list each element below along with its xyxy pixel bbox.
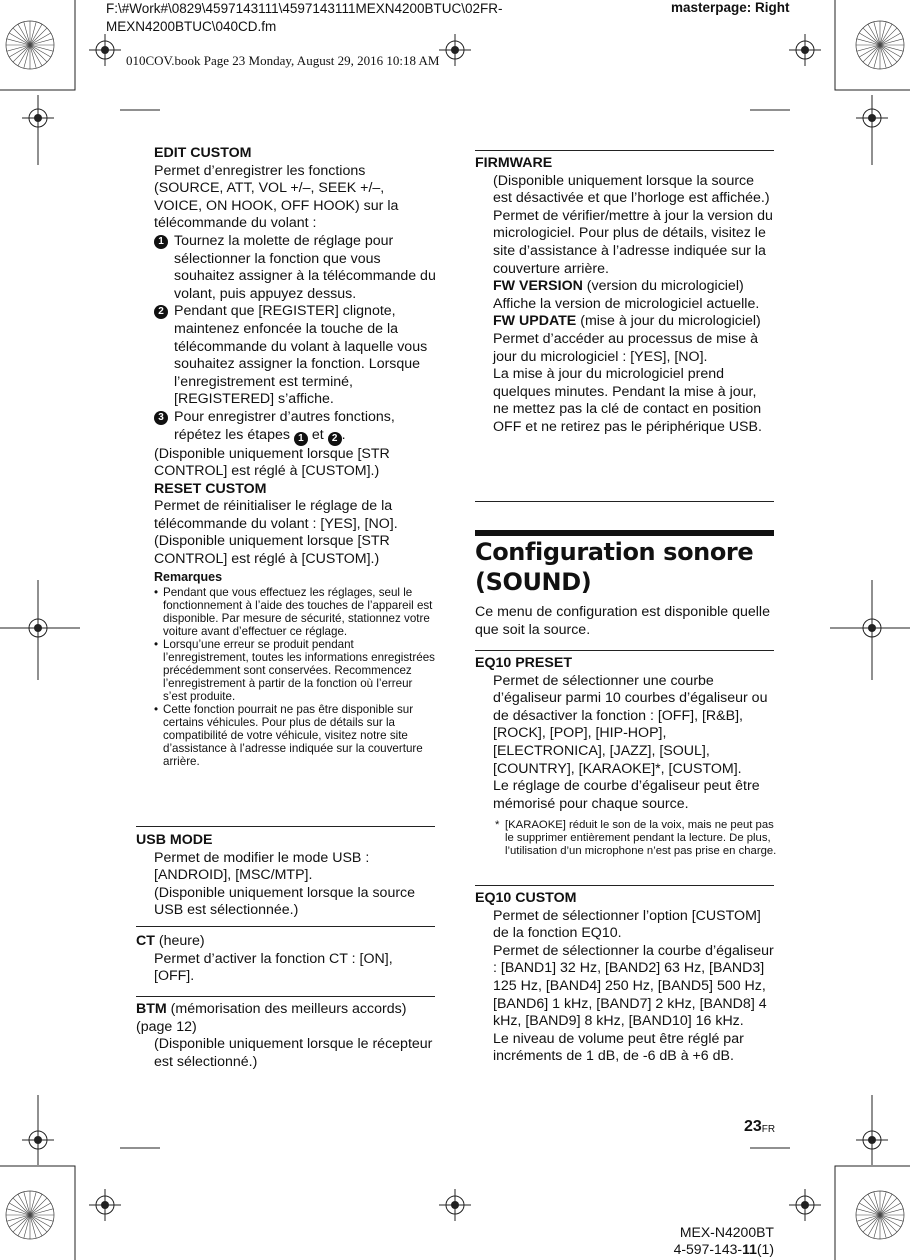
step-3-ref-1: 1 <box>294 432 308 446</box>
fw-update-note: La mise à jour du micrologiciel prend quelques minutes. Pendant la mise à jour, ne mettez pas la clé de contact en position OFF et ne retirez pas le périphérique USB. <box>493 366 762 435</box>
ct-section <box>136 933 436 986</box>
divider <box>136 996 435 997</box>
note-item: • Cette fonction pourrait ne pas être disponible sur certains véhicules. Pour plus de détails sur la compatibilité de votre véhicule, visitez notre site d’assistance à l’adresse indiquée sur la couverture arrière. <box>154 703 423 769</box>
usb-mode-title: USB MODE <box>136 832 213 848</box>
fw-update-title: FW UPDATE <box>493 313 577 330</box>
usb-mode-desc: Permet de modifier le mode USB : [ANDROID], [MSC/MTP]. <box>154 849 370 884</box>
heading-bar <box>475 530 774 536</box>
edit-custom-availability: (Disponible uniquement lorsque [STR CONTROL] est réglé à [CUSTOM].) <box>154 445 390 480</box>
page-lang: FR <box>761 1124 776 1135</box>
eq10-custom-desc2: Permet de sélectionner la courbe d’égaliseur : [BAND1] 32 Hz, [BAND2] 63 Hz, [BAND3] 125 Hz, [BAND4] 250 Hz, [BAND5] 500 Hz, [BAND6] 1 kHz, [BAND7] 2 kHz, [BAND8] 4 kHz, [BAND9] 8 kHz, [BAND10] 16 kHz. <box>493 942 774 1030</box>
step-2 <box>154 303 436 409</box>
firmware-availability: (Disponible uniquement lorsque la source est désactivée et que l’horloge est affichée.) <box>493 172 770 207</box>
masterpage-label: masterpage: Right <box>671 0 790 15</box>
reset-custom-desc: Permet de réinitialiser le réglage de la télécommande du volant : [YES], [NO]. <box>154 498 398 532</box>
reset-custom-title: RESET CUSTOM <box>154 480 267 497</box>
model-code <box>640 1241 774 1258</box>
model-info <box>640 1224 774 1258</box>
step-1-text: Tournez la molette de réglage pour sélectionner la fonction que vous souhaitez assigner à la télécommande du volant, puis appuyez dessus. <box>174 232 436 302</box>
file-path-line2: MEXN4200BTUC\040CD.fm <box>106 19 277 34</box>
divider <box>136 826 435 827</box>
ct-suffix: (heure) <box>154 933 205 949</box>
eq10-footnote <box>495 819 785 858</box>
model-code-bold: 11 <box>742 1241 757 1257</box>
btm-title: BTM <box>136 1001 167 1017</box>
model-code-prefix: 4-597-143- <box>673 1241 743 1257</box>
eq10-preset-note: Le réglage de courbe d’égaliseur peut être mémorisé pour chaque source. <box>493 778 760 812</box>
edit-custom-desc: Permet d’enregistrer les fonctions (SOURCE, ATT, VOL +/–, SEEK +/–, VOICE, ON HOOK, OFF HOOK) sur la télécommande du volant : <box>154 162 399 232</box>
fw-version-title: FW VERSION <box>493 278 583 295</box>
step-2-text: Pendant que [REGISTER] clignote, maintenez enfoncée la touche de la télécommande du volant à laquelle vous souhaitez assigner la fonction. Lorsque l’enregistrement est terminé, [REGISTERED] s’affiche. <box>174 303 428 408</box>
eq10-custom-section <box>475 890 775 1066</box>
eq10-custom-desc1: Permet de sélectionner l’option [CUSTOM] de la fonction EQ10. <box>493 907 761 942</box>
eq10-custom-title: EQ10 CUSTOM <box>475 890 577 906</box>
divider <box>136 926 435 927</box>
btm-availability: (Disponible uniquement lorsque le récepteur est sélectionné.) <box>154 1036 433 1070</box>
footnote-text: [KARAOKE] réduit le son de la voix, mais ne peut pas le supprimer entièrement pendant la lecture. De plus, l’utilisation d’un microphone n’est pas prise en charge. <box>505 819 777 857</box>
edit-custom-title: EDIT CUSTOM <box>154 145 252 161</box>
reset-custom-availability: (Disponible uniquement lorsque [STR CONTROL] est réglé à [CUSTOM].) <box>154 533 390 568</box>
step-3-and: et <box>311 426 324 443</box>
notes-title: Remarques <box>154 569 223 584</box>
note-text: Pendant que vous effectuez les réglages, seul le fonctionnement à l’aide des touches de l’appareil est disponible. Par mesure de sécurité, stationnez votre voiture avant d’effectuer ce réglage. <box>163 586 433 639</box>
step-3-text: Pour enregistrer d’autres fonctions, répétez les étapes <box>174 408 395 443</box>
book-info: 010COV.book Page 23 Monday, August 29, 2016 10:18 AM <box>126 53 440 68</box>
note-item: • Lorsqu’une erreur se produit pendant l’enregistrement, toutes les informations enregistrées précédemment sont conservées. Recommencez l’enregistrement à partir de la fonction où l’erreur s’est produite. <box>154 638 435 704</box>
page-number-value: 23 <box>744 1118 762 1135</box>
step-1-badge: 1 <box>154 235 168 249</box>
eq10-preset-section <box>475 655 775 813</box>
sound-intro: Ce menu de configuration est disponible quelle que soit la source. <box>475 604 770 638</box>
divider <box>475 150 774 151</box>
left-column-top <box>154 145 436 768</box>
divider <box>475 501 774 502</box>
sound-heading-line2: (SOUND) <box>475 568 592 596</box>
divider <box>475 885 774 886</box>
model-name: MEX-N4200BT <box>679 1224 774 1240</box>
note-text: Cette fonction pourrait ne pas être disponible sur certains véhicules. Pour plus de détails sur la compatibilité de votre véhicule, visitez notre site d’assistance à l’adresse indiquée sur la couverture arrière. <box>163 703 423 769</box>
fw-update-suffix: (mise à jour du micrologiciel) <box>576 313 761 330</box>
step-3-badge: 3 <box>154 411 168 425</box>
usb-mode-availability: (Disponible uniquement lorsque la source USB est sélectionnée.) <box>154 884 416 919</box>
divider <box>475 650 774 651</box>
step-3 <box>154 409 436 446</box>
model-code-suffix: (1) <box>756 1241 774 1257</box>
note-text: Lorsqu’une erreur se produit pendant l’enregistrement, toutes les informations enregistrées précédemment sont conservées. Recommencez l’enregistrement à partir de la fonction où l’erreur s’est produite. <box>163 638 435 704</box>
page-number <box>744 1118 775 1136</box>
firmware-desc: Permet de vérifier/mettre à jour la version du micrologiciel. Pour plus de détails, visitez le site d’assistance à l’adresse indiquée sur la couverture arrière. <box>493 207 773 277</box>
footnote-mark: * <box>495 819 500 831</box>
firmware-title: FIRMWARE <box>475 155 553 171</box>
eq10-preset-desc: Permet de sélectionner une courbe d’égaliseur parmi 10 courbes d’égaliseur ou de désactiver la fonction : [OFF], [R&B], [ROCK], [POP], [HIP-HOP], [ELECTRONICA], [JAZZ], [SOUL], [COUNTRY], [KARAOKE]*, [CUSTOM]. <box>493 672 768 777</box>
firmware-section <box>475 155 775 437</box>
step-1 <box>154 233 436 303</box>
step-2-badge: 2 <box>154 305 168 319</box>
ct-desc: Permet d’activer la fonction CT : [ON], [OFF]. <box>154 950 393 985</box>
btm-section <box>136 1001 436 1071</box>
file-path <box>106 0 546 36</box>
fw-version-suffix: (version du micrologiciel) <box>582 278 744 295</box>
ct-title: CT <box>136 933 155 949</box>
eq10-custom-desc3: Le niveau de volume peut être réglé par incréments de 1 dB, de -6 dB à +6 dB. <box>493 1030 744 1065</box>
file-path-line1: F:\#Work#\0829\4597143111\4597143111MEXN4200BTUC\02FR- <box>106 1 503 16</box>
step-3-end: . <box>341 426 346 443</box>
fw-version-desc: Affiche la version de micrologiciel actuelle. <box>493 295 760 312</box>
sound-heading <box>475 537 775 597</box>
sound-heading-line1: Configuration sonore <box>475 538 754 566</box>
fw-update-desc: Permet d’accéder au processus de mise à jour du micrologiciel : [YES], [NO]. <box>493 330 758 365</box>
note-item: • Pendant que vous effectuez les réglages, seul le fonctionnement à l’aide des touches de l’appareil est disponible. Par mesure de sécurité, stationnez votre voiture avant d’effectuer ce réglage. <box>154 586 433 639</box>
eq10-preset-title: EQ10 PRESET <box>475 655 572 671</box>
step-3-ref-2: 2 <box>328 432 342 446</box>
btm-suffix: (mémorisation des meilleurs accords) (page 12) <box>136 1001 407 1035</box>
sound-intro-block <box>475 604 775 639</box>
usb-mode-section <box>136 832 436 920</box>
